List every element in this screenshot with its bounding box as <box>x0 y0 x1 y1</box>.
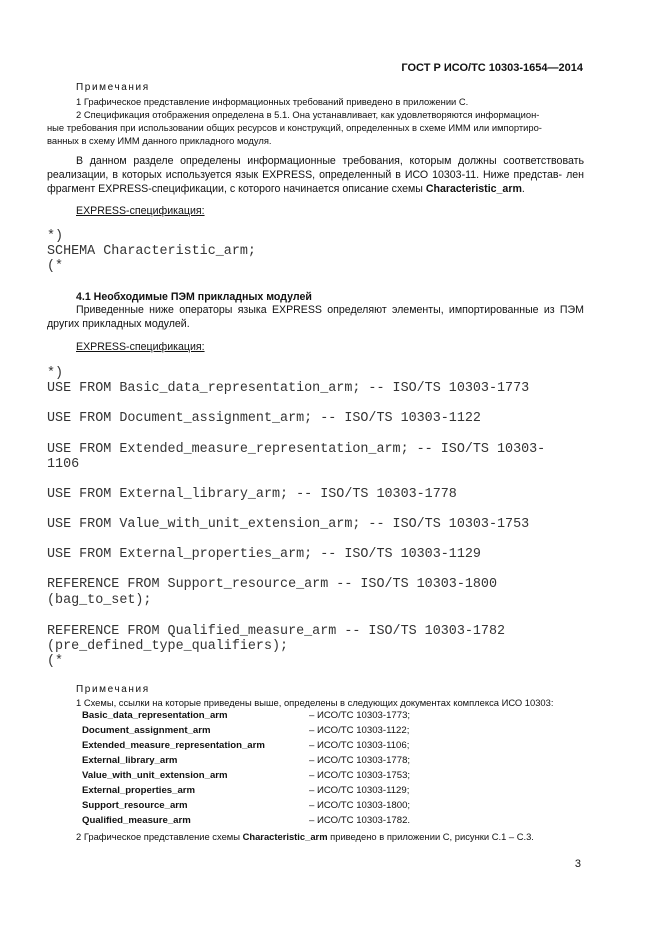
schema-ref-doc: – ИСО/ТС 10303-1773; <box>309 710 411 721</box>
schema-ref-name: Extended_measure_representation_arm <box>82 740 265 751</box>
schema-ref-name: External_library_arm <box>82 755 178 766</box>
code-line: *) <box>47 366 64 381</box>
schema-name: Characteristic_arm <box>242 831 328 842</box>
code-line: USE FROM External_library_arm; -- ISO/TS 10303-1778 <box>47 487 457 502</box>
express-spec-label: EXPRESS-спецификация: <box>76 205 205 217</box>
section-heading: 4.1 Необходимые ПЭМ прикладных модулей <box>76 291 312 303</box>
code-line: USE FROM Basic_data_representation_arm; -- ISO/TS 10303-1773 <box>47 381 530 396</box>
code-line: REFERENCE FROM Support_resource_arm -- ISO/TS 10303-1800 <box>47 577 497 592</box>
code-line: (* <box>47 259 64 274</box>
code-line: (* <box>47 654 64 669</box>
note-line: ванных в схему ИММ данного прикладного модуля. <box>47 135 272 146</box>
schema-ref-doc: – ИСО/ТС 10303-1129; <box>309 785 410 796</box>
document-header: ГОСТ Р ИСО/ТС 10303-1654—2014 <box>401 62 583 74</box>
page-number: 3 <box>574 858 581 870</box>
schema-ref-doc: – ИСО/ТС 10303-1800; <box>309 800 411 811</box>
schema-ref-name: External_properties_arm <box>82 785 196 796</box>
schema-ref-doc: – ИСО/ТС 10303-1778; <box>309 755 411 766</box>
note-line: 1 Схемы, ссылки на которые приведены выше, определены в следующих документах комплекса ИСО 10303: <box>76 697 554 708</box>
note-line: 2 Спецификация отображения определена в 5.1. Она устанавливает, как удовлетворяются информацион- <box>76 109 540 120</box>
schema-ref-doc: – ИСО/ТС 10303-1106; <box>309 740 410 751</box>
code-line: USE FROM Document_assignment_arm; -- ISO/TS 10303-1122 <box>47 411 481 426</box>
intro-paragraph: В данном разделе определены информационные требования, которым должны соответствовать реализации, в которых используется язык EXPRESS, определенный в ИСО 10303-11. Ниже представ- лен фрагмент EXPRESS-спецификации, с которого начинается описание схемы Characteristic_arm. <box>47 155 584 195</box>
notes-title: Примечания <box>76 82 150 93</box>
schema-ref-doc: – ИСО/ТС 10303-1122; <box>309 725 410 736</box>
schema-ref-name: Value_with_unit_extension_arm <box>82 770 228 781</box>
code-line: SCHEMA Characteristic_arm; <box>47 244 256 259</box>
note-line: 2 Графическое представление схемы Characteristic_arm приведено в приложении С, рисунки С.1 – С.3. <box>76 831 534 842</box>
express-spec-label: EXPRESS-спецификация: <box>76 341 205 353</box>
code-line: USE FROM Extended_measure_representation_arm; -- ISO/TS 10303- <box>47 442 546 457</box>
schema-ref-name: Qualified_measure_arm <box>82 815 191 826</box>
code-line: USE FROM External_properties_arm; -- ISO/TS 10303-1129 <box>47 547 481 562</box>
schema-ref-name: Document_assignment_arm <box>82 725 211 736</box>
schema-ref-name: Support_resource_arm <box>82 800 188 811</box>
code-line: USE FROM Value_with_unit_extension_arm; -- ISO/TS 10303-1753 <box>47 517 530 532</box>
section-paragraph: Приведенные ниже операторы языка EXPRESS определяют элементы, импортированные из ПЭМ других прикладных модулей. <box>47 304 584 330</box>
schema-ref-doc: – ИСО/ТС 10303-1782. <box>309 815 411 826</box>
schema-ref-name: Basic_data_representation_arm <box>82 710 228 721</box>
code-line: (pre_defined_type_qualifiers); <box>47 639 289 654</box>
note-line: ные требования при использовании общих ресурсов и конструкций, определенных в схеме ИММ или импортиро- <box>47 122 542 133</box>
note-line: 1 Графическое представление информационных требований приведено в приложении С. <box>76 96 469 107</box>
notes-title: Примечания <box>76 684 150 695</box>
code-line: (bag_to_set); <box>47 593 152 608</box>
code-line: *) <box>47 229 64 244</box>
code-line: REFERENCE FROM Qualified_measure_arm -- ISO/TS 10303-1782 <box>47 624 506 639</box>
code-line: 1106 <box>47 457 80 472</box>
schema-ref-doc: – ИСО/ТС 10303-1753; <box>309 770 411 781</box>
schema-name: Characteristic_arm <box>425 183 522 195</box>
